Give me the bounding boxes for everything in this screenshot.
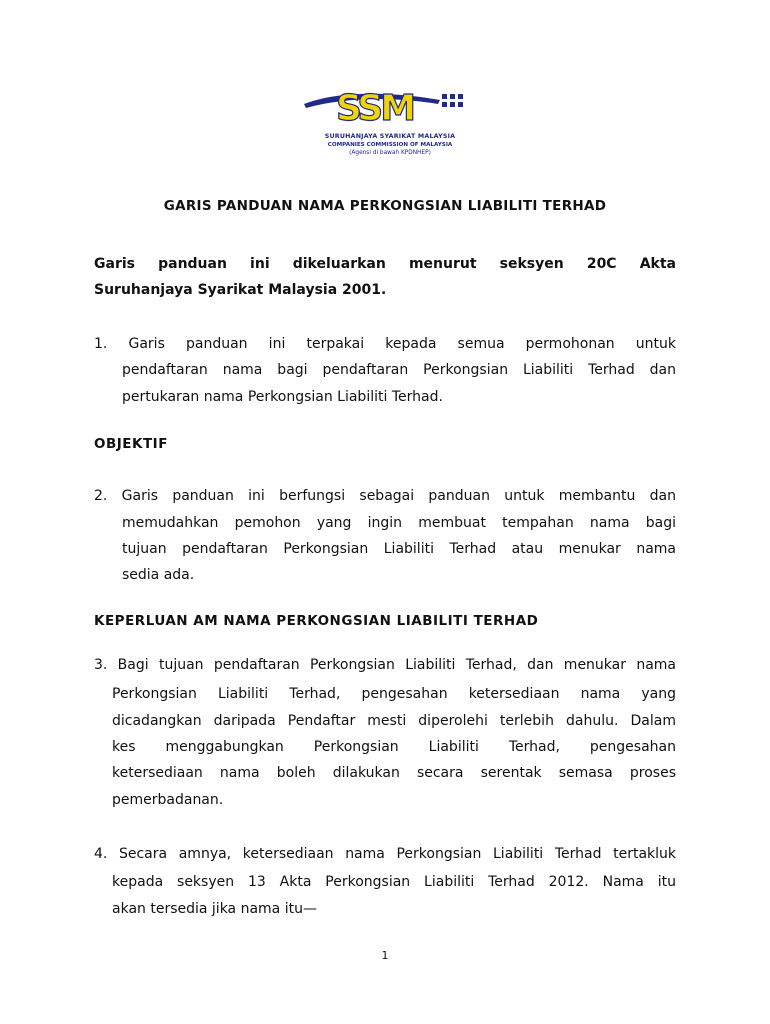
para3-line-2: Perkongsian Liabiliti Terhad, pengesahan ketersediaan nama yang	[112, 686, 676, 702]
intro-line-1: Garis panduan ini dikeluarkan menurut seksyen 20C Akta	[94, 256, 676, 272]
document-title: GARIS PANDUAN NAMA PERKONGSIAN LIABILITI TERHAD	[163, 198, 607, 214]
heading-keperluan: KEPERLUAN AM NAMA PERKONGSIAN LIABILITI TERHAD	[94, 613, 539, 629]
logo-line-1: SURUHANJAYA SYARIKAT MALAYSIA	[324, 133, 456, 140]
ssm-logo-mark	[300, 80, 480, 132]
heading-objektif: OBJEKTIF	[94, 436, 168, 452]
logo-line-2: COMPANIES COMMISSION OF MALAYSIA	[327, 142, 453, 148]
para3-line-6: pemerbadanan.	[112, 792, 224, 808]
page-number: 1	[381, 949, 389, 962]
ssm-logo-text: SSM	[336, 88, 414, 129]
para3-line-3: dicadangkan daripada Pendaftar mesti diperolehi terlebih dahulu. Dalam	[112, 713, 676, 729]
para2-line-2: memudahkan pemohon yang ingin membuat tempahan nama bagi	[122, 515, 676, 531]
para3-line-4: kes menggabungkan Perkongsian Liabiliti Terhad, pengesahan	[112, 739, 676, 755]
para2-line-4: sedia ada.	[122, 567, 195, 583]
intro-line-2: Suruhanjaya Syarikat Malaysia 2001.	[94, 282, 387, 298]
para4-line-2: kepada seksyen 13 Akta Perkongsian Liabiliti Terhad 2012. Nama itu	[112, 874, 676, 890]
para3-line-5: ketersediaan nama boleh dilakukan secara serentak semasa proses	[112, 765, 676, 781]
para4-line-3: akan tersedia jika nama itu—	[112, 901, 317, 917]
para2-line-3: tujuan pendaftaran Perkongsian Liabiliti Terhad atau menukar nama	[122, 541, 676, 557]
para4-line-1: 4. Secara amnya, ketersediaan nama Perkongsian Liabiliti Terhad tertakluk	[94, 846, 676, 862]
para1-line-3: pertukaran nama Perkongsian Liabiliti Terhad.	[122, 389, 443, 405]
para2-line-1: 2. Garis panduan ini berfungsi sebagai panduan untuk membantu dan	[94, 488, 676, 504]
ssm-logo	[300, 80, 480, 162]
para1-line-1: 1. Garis panduan ini terpakai kepada semua permohonan untuk	[94, 336, 676, 352]
logo-line-3: (Agensi di bawah KPDNHEP)	[349, 150, 431, 156]
para3-line-1: 3. Bagi tujuan pendaftaran Perkongsian Liabiliti Terhad, dan menukar nama	[94, 657, 676, 673]
para1-line-2: pendaftaran nama bagi pendaftaran Perkongsian Liabiliti Terhad dan	[122, 362, 676, 378]
